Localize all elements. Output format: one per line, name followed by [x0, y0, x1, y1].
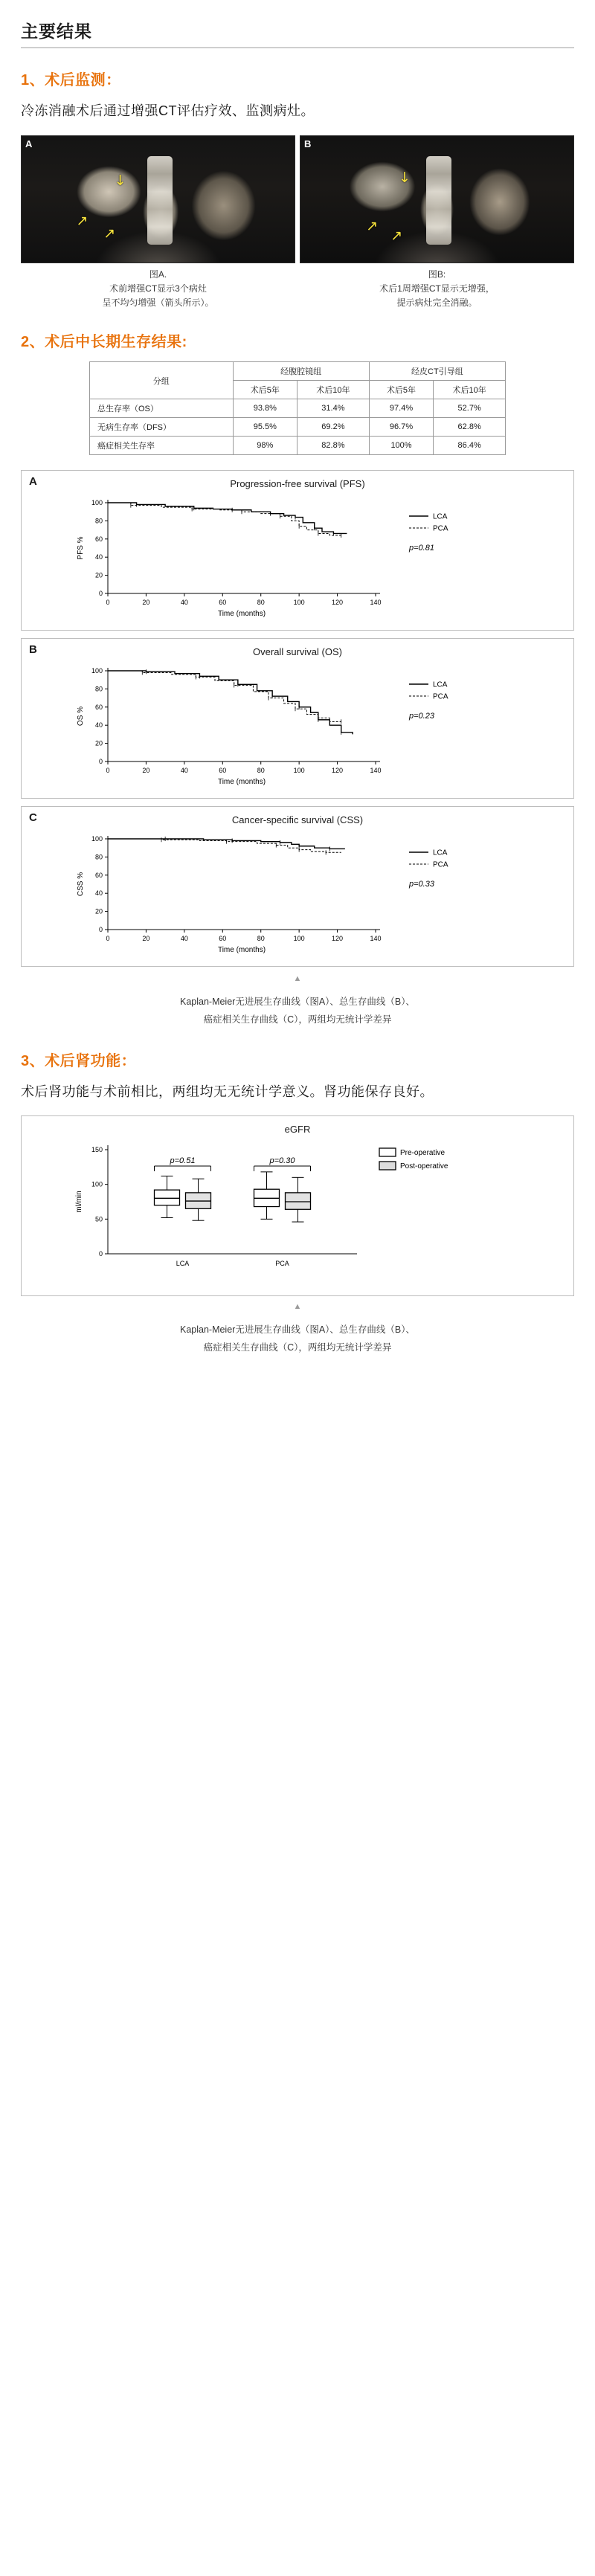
svg-text:40: 40 — [94, 889, 103, 898]
km-plot-css-svg — [37, 825, 558, 963]
table-cell-os-pca-5y: 97.4% — [369, 399, 434, 418]
svg-text:LCA: LCA — [433, 849, 448, 857]
ct-figure — [21, 135, 574, 311]
svg-text:LCA: LCA — [433, 512, 448, 521]
ct-caption-b-line2: 术后1周增强CT显示无增强， — [379, 283, 495, 294]
svg-text:80: 80 — [257, 599, 265, 607]
svg-text:PCA: PCA — [433, 692, 448, 701]
svg-text:20: 20 — [94, 739, 103, 747]
svg-text:150: 150 — [91, 1146, 103, 1154]
table-header-pca-group: 经皮CT引导组 — [369, 362, 505, 381]
egfr-plot-svg — [37, 1135, 558, 1291]
km-figure-note-line2: 癌症相关生存曲线（C），两组均无统计学差异 — [203, 1014, 392, 1025]
ct-image-preop — [21, 135, 295, 263]
section-heading-survival: 2、术后中长期生存结果: — [21, 334, 187, 351]
svg-text:p=0.30: p=0.30 — [269, 1156, 295, 1166]
svg-text:20: 20 — [142, 599, 150, 607]
svg-text:0: 0 — [106, 767, 110, 775]
table-cell-css-pca-10y: 86.4% — [434, 437, 506, 455]
egfr-chart — [21, 1115, 574, 1296]
km-chart-css — [21, 806, 574, 967]
svg-text:140: 140 — [370, 599, 382, 607]
svg-text:40: 40 — [94, 721, 103, 730]
svg-text:0: 0 — [98, 758, 103, 766]
results-table-wrapper — [21, 361, 574, 455]
ct-caption-a-line3: 呈不均匀增强（箭头所示）。 — [102, 297, 214, 308]
svg-text:LCA: LCA — [176, 1260, 190, 1268]
km-title-css: Cancer-specific survival (CSS) — [231, 814, 364, 826]
km-title-pfs: Progression-free survival (PFS) — [230, 478, 365, 490]
svg-text:40: 40 — [180, 767, 188, 775]
svg-text:40: 40 — [180, 935, 188, 943]
svg-text:80: 80 — [94, 853, 103, 861]
table-cell-os-lca-10y: 31.4% — [298, 399, 370, 418]
lesion-arrow-icon: ↗ — [390, 228, 403, 245]
svg-text:40: 40 — [180, 599, 188, 607]
svg-text:PFS %: PFS % — [77, 536, 85, 560]
ct-caption-b-line3: 提示病灶完全消融。 — [396, 297, 477, 308]
svg-text:0: 0 — [106, 599, 110, 607]
egfr-figure-note-line2: 癌症相关生存曲线（C），两组均无统计学差异 — [203, 1342, 392, 1353]
table-row-label-os: 总生存率（OS） — [90, 399, 234, 418]
svg-text:20: 20 — [142, 935, 150, 943]
ct-panel-letter-a: A — [25, 138, 33, 149]
km-plot-pfs-svg — [37, 489, 558, 627]
svg-text:PCA: PCA — [275, 1260, 289, 1268]
svg-text:80: 80 — [257, 767, 265, 775]
page-title: 主要结果 — [21, 22, 92, 41]
svg-text:p=0.81: p=0.81 — [409, 544, 434, 553]
spine-shape — [426, 156, 451, 245]
survival-results-table — [89, 361, 506, 455]
km-panel-letter-c: C — [29, 811, 37, 825]
lesion-arrow-icon: ↗ — [103, 225, 116, 242]
table-row — [90, 399, 506, 418]
km-caret-icon: ▲ — [293, 974, 302, 984]
svg-text:60: 60 — [219, 935, 227, 943]
table-header-pca-5y: 术后5年 — [369, 381, 434, 399]
svg-text:ml/min: ml/min — [75, 1191, 83, 1213]
ct-caption-a-line2: 术前增强CT显示3个病灶 — [109, 283, 207, 294]
table-header-lca-5y: 术后5年 — [233, 381, 298, 399]
section-heading-renal: 3、术后肾功能： — [21, 1052, 137, 1069]
egfr-figure-note — [21, 1321, 574, 1357]
table-cell-dfs-pca-10y: 62.8% — [434, 418, 506, 437]
lesion-arrow-icon: ↗ — [76, 212, 89, 229]
svg-text:120: 120 — [332, 767, 344, 775]
svg-text:50: 50 — [94, 1215, 103, 1223]
svg-text:60: 60 — [94, 535, 103, 543]
section-body-renal: 术后肾功能与术前相比，两组均无无统计学意义。肾功能保存良好。 — [21, 1083, 434, 1099]
svg-text:0: 0 — [98, 926, 103, 934]
section-heading-monitoring: 1、术后监测： — [21, 72, 121, 88]
table-cell-dfs-pca-5y: 96.7% — [369, 418, 434, 437]
table-cell-dfs-lca-10y: 69.2% — [298, 418, 370, 437]
spine-shape — [147, 156, 173, 245]
svg-text:Post-operative: Post-operative — [400, 1162, 448, 1171]
svg-text:40: 40 — [94, 553, 103, 561]
table-row — [90, 437, 506, 455]
svg-text:80: 80 — [94, 517, 103, 525]
ct-caption-a-line1: 图A. — [149, 268, 167, 280]
km-chart-pfs — [21, 470, 574, 631]
egfr-title: eGFR — [284, 1124, 311, 1136]
svg-text:60: 60 — [94, 871, 103, 879]
svg-text:0: 0 — [98, 1250, 103, 1258]
km-figure-note — [21, 994, 574, 1029]
table-cell-css-lca-5y: 98% — [233, 437, 298, 455]
svg-text:LCA: LCA — [433, 680, 448, 689]
svg-text:20: 20 — [94, 907, 103, 915]
svg-text:Time (months): Time (months) — [217, 610, 266, 619]
ct-caption-b-line1: 图B: — [428, 268, 446, 280]
svg-text:PCA: PCA — [433, 524, 448, 533]
svg-text:120: 120 — [332, 935, 344, 943]
ct-image-postop — [300, 135, 574, 263]
svg-text:0: 0 — [98, 590, 103, 598]
svg-text:80: 80 — [257, 935, 265, 943]
table-row — [90, 418, 506, 437]
svg-text:Time (months): Time (months) — [217, 946, 266, 955]
table-cell-css-pca-5y: 100% — [369, 437, 434, 455]
table-cell-os-lca-5y: 93.8% — [233, 399, 298, 418]
svg-text:100: 100 — [91, 835, 103, 843]
km-plot-os-svg — [37, 657, 558, 795]
table-header-group: 分组 — [90, 362, 234, 399]
table-cell-os-pca-10y: 52.7% — [434, 399, 506, 418]
svg-text:20: 20 — [142, 767, 150, 775]
ct-caption-a — [21, 268, 295, 311]
table-row-label-css: 癌症相关生存率 — [90, 437, 234, 455]
svg-text:Pre-operative: Pre-operative — [400, 1149, 446, 1158]
svg-text:100: 100 — [91, 1180, 103, 1188]
svg-text:p=0.23: p=0.23 — [409, 712, 434, 721]
svg-text:p=0.51: p=0.51 — [170, 1156, 196, 1166]
svg-text:60: 60 — [94, 703, 103, 711]
svg-text:OS %: OS % — [77, 706, 85, 727]
svg-text:PCA: PCA — [433, 860, 448, 869]
table-cell-css-lca-10y: 82.8% — [298, 437, 370, 455]
svg-text:20: 20 — [94, 571, 103, 579]
ct-caption-b — [300, 268, 574, 311]
table-group-header-row — [90, 362, 506, 381]
km-title-os: Overall survival (OS) — [253, 646, 342, 658]
km-figure-note-line1: Kaplan-Meier无进展生存曲线（图A）、总生存曲线（B）、 — [179, 996, 416, 1008]
km-panel-letter-a: A — [29, 475, 37, 489]
svg-text:100: 100 — [91, 667, 103, 675]
svg-text:60: 60 — [219, 767, 227, 775]
km-panel-letter-b: B — [29, 643, 37, 657]
section-body-monitoring: 冷冻消融术后通过增强CT评估疗效、监测病灶。 — [21, 103, 315, 118]
svg-text:140: 140 — [370, 767, 382, 775]
svg-text:100: 100 — [293, 767, 305, 775]
title-divider — [21, 47, 574, 48]
ct-panel-letter-b: B — [304, 138, 312, 149]
egfr-caret-icon: ▲ — [293, 1302, 302, 1312]
svg-text:CSS %: CSS % — [77, 872, 85, 897]
svg-text:100: 100 — [293, 935, 305, 943]
svg-text:80: 80 — [94, 685, 103, 693]
table-cell-dfs-lca-5y: 95.5% — [233, 418, 298, 437]
svg-text:100: 100 — [91, 499, 103, 507]
svg-text:Time (months): Time (months) — [217, 778, 266, 787]
km-chart-os — [21, 638, 574, 799]
table-row-label-dfs: 无病生存率（DFS） — [90, 418, 234, 437]
svg-text:60: 60 — [219, 599, 227, 607]
svg-text:100: 100 — [293, 599, 305, 607]
lesion-arrow-icon: ↗ — [366, 217, 378, 234]
egfr-figure-note-line1: Kaplan-Meier无进展生存曲线（图A）、总生存曲线（B）、 — [179, 1324, 416, 1336]
svg-text:0: 0 — [106, 935, 110, 943]
svg-text:p=0.33: p=0.33 — [409, 880, 434, 889]
table-header-lca-10y: 术后10年 — [298, 381, 370, 399]
table-header-lca-group: 经腹腔镜组 — [233, 362, 369, 381]
lesion-arrow-icon: ↓ — [399, 170, 411, 187]
table-header-pca-10y: 术后10年 — [434, 381, 506, 399]
lesion-arrow-icon: ↓ — [114, 172, 126, 189]
svg-text:120: 120 — [332, 599, 344, 607]
svg-text:140: 140 — [370, 935, 382, 943]
